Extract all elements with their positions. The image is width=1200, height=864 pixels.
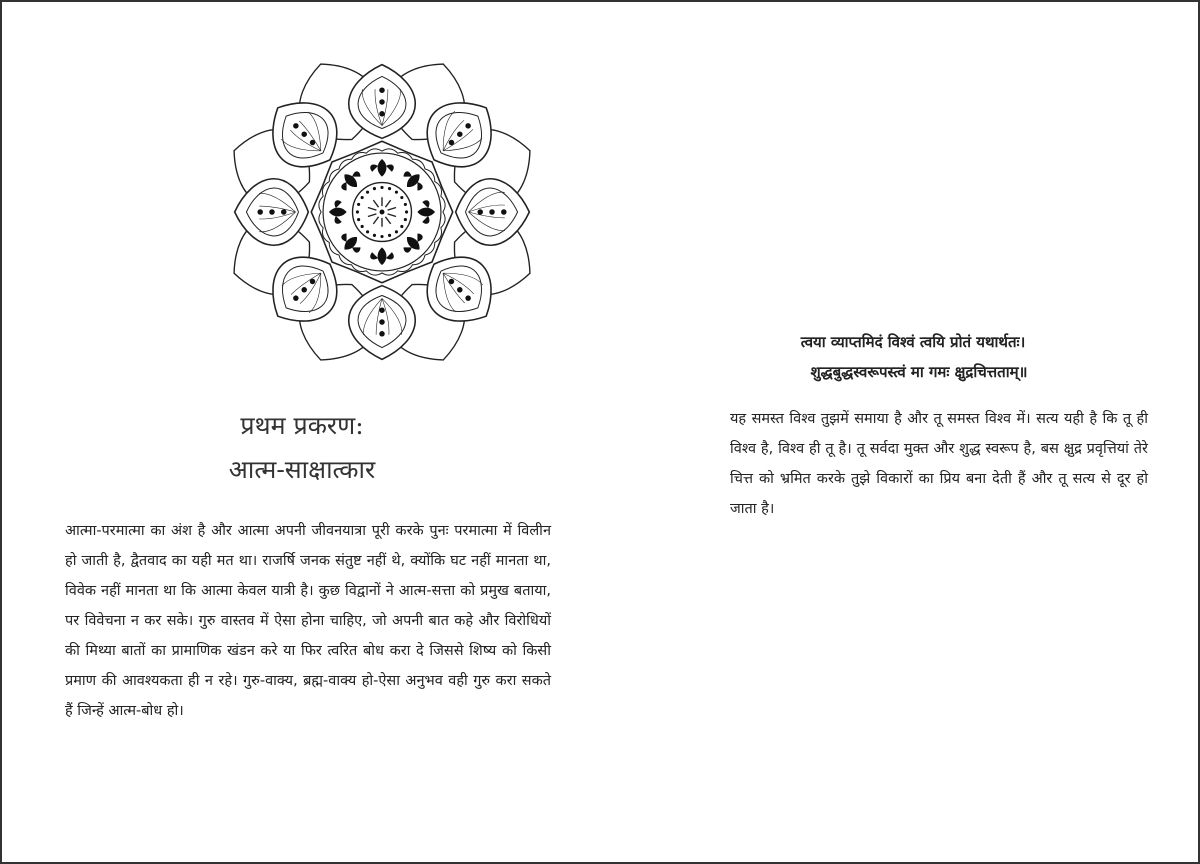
body-paragraph: आत्मा-परमात्मा का अंश है और आत्मा अपनी जीवनयात्रा पूरी करके पुनः परमात्मा में विलीन हो जाती है, द्वैतवाद का यही मत था। राजर्षि जनक संतुष्ट नहीं थे, क्योंकि घट नहीं मानता था, विवेक नहीं मानता था कि आत्मा केवल यात्री है। कुछ विद्वानों ने आत्म-सत्ता को प्रमुख बताया, पर विवेचना न कर सके। गुरु वास्तव में ऐसा होना चाहिए, जो अपनी बात कहे और विरोधियों की मिथ्या बातों का प्रामाणिक खंडन करे या फिर त्वरित बोध करा दे जिससे शिष्य को किसी प्रमाण की आवश्यकता ही न रहे। गुरु-वाक्य, ब्रह्म-वाक्य हो-ऐसा अनुभव वही गुरु करा सकते हैं जिन्हें आत्म-बोध हो। [65,523,551,719]
left-page [2,2,602,862]
verse-line-1: त्वया व्याप्तमिदं विश्वं त्वयि प्रोतं यथार्थतः। [800,333,1026,351]
chapter-name: आत्म-साक्षात्कार [228,455,376,484]
mandala-ornament [215,45,549,379]
right-page [602,2,1198,862]
chapter-title [2,404,602,492]
chapter-number: प्रथम प्रकरण: [240,411,364,440]
verse-line-2: शुद्धबुद्धस्वरूपस्त्वं मा गमः क्षुद्रचित्तताम्॥ [810,363,1028,381]
sanskrit-verse [602,327,1198,387]
verse-translation: यह समस्त विश्व तुझमें समाया है और तू समस्त विश्व में। सत्य यही है कि तू ही विश्व है, विश्व ही तू है। तू सर्वदा मुक्त और शुद्ध स्वरूप है, बस क्षुद्र प्रवृत्तियां तेरे चित्त को भ्रमित करके तुझे विकारों का प्रिय बना देती हैं और तू सत्य से दूर हो जाता है। [730,411,1148,517]
